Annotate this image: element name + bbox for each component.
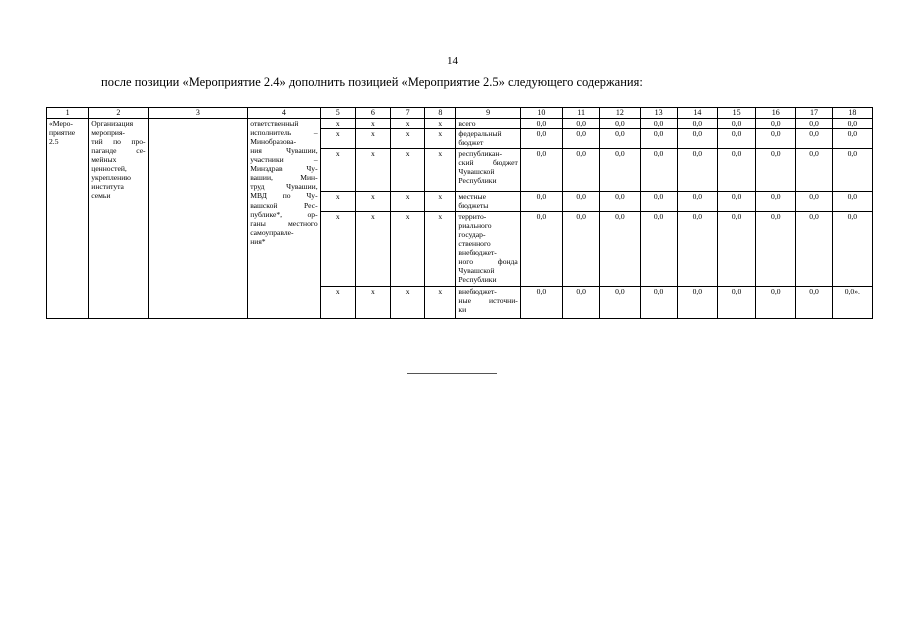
executors-cell-line: труд Чувашии, xyxy=(250,182,318,192)
value-cell: 0,0 xyxy=(677,128,717,148)
program-table xyxy=(46,107,873,319)
funding-source-cell xyxy=(456,128,520,148)
event-number-cell xyxy=(47,118,89,318)
executors-cell-line: ганы местного xyxy=(250,218,318,228)
executors-cell-line: МВД по Чу- xyxy=(250,191,318,201)
value-cell: 0,0 xyxy=(677,191,717,211)
executors-cell-line: Минобразова- xyxy=(250,136,297,146)
funding-source-cell-line: всего xyxy=(458,118,476,128)
value-cell: 0,0 xyxy=(520,286,562,318)
value-cell: 0,0 xyxy=(717,211,755,286)
executors-cell-line: ния Чувашии, xyxy=(250,145,318,155)
funding-source-cell xyxy=(456,211,520,286)
value-cell: 0,0 xyxy=(563,128,600,148)
executors-cell-line: ния* xyxy=(250,237,266,247)
event-name-cell-line: Организация xyxy=(91,118,134,128)
value-cell: 0,0 xyxy=(640,148,677,191)
funding-source-cell xyxy=(456,191,520,211)
funding-source-cell-line: бюджеты xyxy=(458,200,489,210)
executors-cell-line: Минздрав Чу- xyxy=(250,164,318,174)
value-cell: 0,0 xyxy=(640,128,677,148)
page-number: 14 xyxy=(447,55,458,67)
intro-text: после позиции «Мероприятие 2.4» дополнить позицией «Мероприятие 2.5» следующего содержания: xyxy=(101,75,643,89)
event-name-cell-line: мероприя- xyxy=(91,127,125,137)
code-mark-cell: x xyxy=(425,118,456,128)
value-cell: 0,0 xyxy=(832,211,872,286)
header-cell-5: 5 xyxy=(320,108,355,119)
value-cell: 0,0 xyxy=(832,128,872,148)
value-cell: 0,0 xyxy=(563,148,600,191)
header-cell-12: 12 xyxy=(600,108,640,119)
header-cell-14: 14 xyxy=(677,108,717,119)
funding-source-cell-line: федеральный xyxy=(458,128,502,138)
footer-rule xyxy=(407,373,497,374)
value-cell: 0,0 xyxy=(832,148,872,191)
header-cell-2: 2 xyxy=(89,108,148,119)
value-cell: 0,0 xyxy=(600,148,640,191)
code-mark-cell: x xyxy=(355,128,390,148)
code-mark-cell: x xyxy=(320,128,355,148)
funding-source-cell-line: ский бюджет xyxy=(458,157,518,167)
executors-cell-line: исполнитель – xyxy=(250,127,318,137)
code-mark-cell: x xyxy=(320,286,355,318)
funding-source-cell-line: ного фонда xyxy=(458,257,518,267)
header-cell-15: 15 xyxy=(717,108,755,119)
value-cell: 0,0 xyxy=(677,118,717,128)
value-cell: 0,0 xyxy=(677,148,717,191)
header-cell-3: 3 xyxy=(148,108,248,119)
value-cell: 0,0 xyxy=(717,148,755,191)
funding-source-cell-line: Республики xyxy=(458,275,497,285)
code-mark-cell: x xyxy=(425,148,456,191)
executors-cell-line: ответственный xyxy=(250,118,299,128)
code-mark-cell: x xyxy=(355,286,390,318)
value-cell: 0,0 xyxy=(600,211,640,286)
code-mark-cell: x xyxy=(425,191,456,211)
header-cell-17: 17 xyxy=(796,108,832,119)
value-cell: 0,0 xyxy=(520,148,562,191)
event-name-cell xyxy=(89,118,148,318)
funding-source-cell-line: бюджет xyxy=(458,137,484,147)
executors-cell-line: участники – xyxy=(250,155,318,165)
header-row xyxy=(47,108,873,119)
value-cell: 0,0 xyxy=(756,191,796,211)
header-cell-13: 13 xyxy=(640,108,677,119)
value-cell: 0,0 xyxy=(796,118,832,128)
funding-source-cell-line: Чувашской xyxy=(458,266,495,276)
value-cell: 0,0 xyxy=(520,211,562,286)
header-cell-4: 4 xyxy=(248,108,320,119)
code-mark-cell: x xyxy=(425,211,456,286)
funding-source-cell-line: государ- xyxy=(458,229,486,239)
event-name-cell-line: тий по про- xyxy=(91,136,146,146)
funding-source-cell xyxy=(456,118,520,128)
executors-cell xyxy=(248,118,320,318)
value-cell: 0,0 xyxy=(756,211,796,286)
event-number-cell-line: «Меро- xyxy=(49,118,73,128)
executors-cell-line: вашской Рес- xyxy=(250,200,318,210)
event-name-cell-line: укреплению xyxy=(91,173,131,183)
code-mark-cell: x xyxy=(320,191,355,211)
code-mark-cell: x xyxy=(320,211,355,286)
code-mark-cell: x xyxy=(391,286,425,318)
executors-cell-line: самоуправле- xyxy=(250,227,294,237)
value-cell: 0,0 xyxy=(563,118,600,128)
code-mark-cell: x xyxy=(391,118,425,128)
value-cell: 0,0 xyxy=(600,191,640,211)
code-mark-cell: x xyxy=(355,118,390,128)
value-cell: 0,0 xyxy=(600,286,640,318)
value-cell: 0,0 xyxy=(796,191,832,211)
executors-cell-line: вашии, Мин- xyxy=(250,173,318,183)
funding-source-cell-line: террито- xyxy=(458,211,487,221)
value-cell: 0,0 xyxy=(756,128,796,148)
value-cell: 0,0 xyxy=(677,286,717,318)
funding-source-cell-line: Чувашской xyxy=(458,166,495,176)
value-cell: 0,0 xyxy=(563,191,600,211)
value-cell: 0,0 xyxy=(796,148,832,191)
event-name-cell-line: ценностей, xyxy=(91,164,127,174)
header-cell-11: 11 xyxy=(563,108,600,119)
value-cell: 0,0 xyxy=(520,191,562,211)
value-cell: 0,0 xyxy=(640,191,677,211)
value-cell: 0,0 xyxy=(756,286,796,318)
event-name-cell-line: мейных xyxy=(91,155,117,165)
value-cell: 0,0 xyxy=(717,128,755,148)
funding-source-cell-line: внебюджет- xyxy=(458,248,497,258)
event-number-cell-line: 2.5 xyxy=(49,136,59,146)
funding-source-cell-line: риального xyxy=(458,220,492,230)
value-cell: 0,0 xyxy=(520,118,562,128)
code-mark-cell: x xyxy=(355,191,390,211)
code-mark-cell: x xyxy=(320,148,355,191)
event-number-cell-line: приятие xyxy=(49,127,76,137)
code-mark-cell: x xyxy=(355,211,390,286)
value-cell: 0,0 xyxy=(796,211,832,286)
value-cell: 0,0 xyxy=(796,128,832,148)
event-name-cell-line: семьи xyxy=(91,191,111,201)
code-mark-cell: x xyxy=(391,128,425,148)
value-cell: 0,0 xyxy=(640,211,677,286)
code-mark-cell: x xyxy=(355,148,390,191)
header-cell-8: 8 xyxy=(425,108,456,119)
funding-source-cell xyxy=(456,148,520,191)
value-cell: 0,0 xyxy=(832,191,872,211)
code-mark-cell: x xyxy=(391,191,425,211)
value-cell: 0,0 xyxy=(563,211,600,286)
value-cell: 0,0». xyxy=(832,286,872,318)
value-cell: 0,0 xyxy=(640,286,677,318)
code-mark-cell: x xyxy=(391,211,425,286)
header-cell-10: 10 xyxy=(520,108,562,119)
code-mark-cell: x xyxy=(425,286,456,318)
funding-source-cell-line: ки xyxy=(458,304,467,314)
funding-source-cell xyxy=(456,286,520,318)
executors-cell-line: публике*, ор- xyxy=(250,209,318,219)
value-cell: 0,0 xyxy=(832,118,872,128)
value-cell: 0,0 xyxy=(677,211,717,286)
value-cell: 0,0 xyxy=(717,118,755,128)
code-mark-cell: x xyxy=(425,128,456,148)
event-name-cell-line: института xyxy=(91,182,124,192)
value-cell: 0,0 xyxy=(717,191,755,211)
value-cell: 0,0 xyxy=(600,118,640,128)
code-mark-cell: x xyxy=(391,148,425,191)
header-cell-9: 9 xyxy=(456,108,520,119)
value-cell: 0,0 xyxy=(640,118,677,128)
header-cell-16: 16 xyxy=(756,108,796,119)
header-cell-18: 18 xyxy=(832,108,872,119)
funding-source-cell-line: Республики xyxy=(458,176,497,186)
value-cell: 0,0 xyxy=(756,148,796,191)
funding-source-cell-line: республикан- xyxy=(458,148,502,158)
value-cell: 0,0 xyxy=(563,286,600,318)
funding-source-cell-line: ные источни- xyxy=(458,295,518,305)
header-cell-7: 7 xyxy=(391,108,425,119)
value-cell: 0,0 xyxy=(796,286,832,318)
event-name-cell-line: паганде се- xyxy=(91,145,146,155)
funding-source-cell-line: внебюджет- xyxy=(458,286,497,296)
table-row xyxy=(47,118,873,128)
empty-cell xyxy=(148,118,248,318)
value-cell: 0,0 xyxy=(717,286,755,318)
header-cell-6: 6 xyxy=(355,108,390,119)
value-cell: 0,0 xyxy=(600,128,640,148)
funding-source-cell-line: ственного xyxy=(458,239,491,249)
value-cell: 0,0 xyxy=(520,128,562,148)
funding-source-cell-line: местные xyxy=(458,191,487,201)
value-cell: 0,0 xyxy=(756,118,796,128)
code-mark-cell: x xyxy=(320,118,355,128)
header-cell-1: 1 xyxy=(47,108,89,119)
